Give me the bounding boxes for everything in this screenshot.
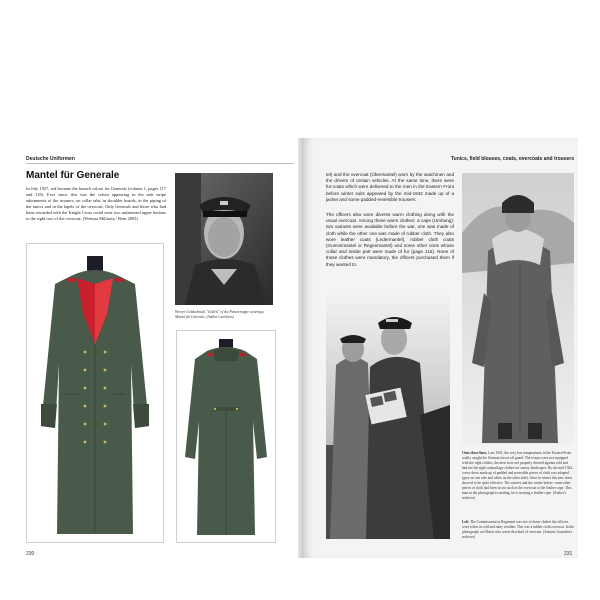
fur-coat-soldier-photo <box>462 173 574 445</box>
left-folio: 230 <box>26 551 35 557</box>
fur-coat-caption-text: Late 1941, the very low temperatures in the Eastern Front totally caught the German forces off guard. The troops were not equipped with the right clothes, the men were not properly dressed against cold and had not the right camouflage clothes for snowy landscapes. By the mid 1942, a new dress made up of padded and reversible pieces of cloth was adopted (grey on one side and white on the other side). Once in winter this new dress showed to be quite effective. The winters and the winter before, some other pieces of cloth had been in use such as the overcoat or the leather cape. This man in the photograph is smiling, he is wearing a leather cape. (Author's archives) <box>462 451 573 500</box>
fur-coat-caption-label: Onto these lines. <box>462 451 488 455</box>
right-column-paragraph-1: tel) and the overcoat (Übermantel) worn by the watchmen and the drivers of certain vehicles. At the same time, there were fur-coats which were delivered to the men in the Eastern Front before winter suits appeared by the mid-1942 made up of a jacket and some padded-reversible trousers. <box>326 172 454 202</box>
officers-caption <box>462 520 574 540</box>
left-running-head: Deutsche Uniformen <box>26 156 75 162</box>
section-title: Mantel für Generale <box>26 170 120 181</box>
fur-coat-soldier-image <box>462 173 574 445</box>
portrait-caption: Werner Goldschmidt, "Gollett" of the Panzertruppe wearing a Mantel für Generale. (Author's archives) <box>175 310 265 319</box>
general-portrait-image <box>175 173 273 305</box>
intro-paragraph: In July 1927, red became the branch colour for Generals (volume 1, pages 117 and 118). Ever since, this was the colour appearing in the side stripe adornments of the trousers, on collar tabs, in shoulder boards, in the piping of the tunics and in the lapels of the overcoat. Only Generals and those who had been rewarded with the Knight Cross could wear two unfastened upper buttons to the right row of the overcoat. (Weimar Militaria / Bern 2003) <box>26 186 166 221</box>
officers-caption-label: Left. <box>462 520 470 524</box>
overcoat-back-image <box>177 331 275 542</box>
right-folio: 231 <box>564 551 573 557</box>
general-portrait-photo <box>175 173 273 305</box>
officers-image <box>326 295 450 539</box>
right-running-head: Tunics, field blouses, coats, overcoats and trousers <box>451 156 574 162</box>
officers-caption-text: The Commissariat in Regiment was one of those clothes the officers wore when in cold and rainy weather. This was a rubber cloth overcoat. In the photograph, an Oberst who wears that kind of overcoat. (Antonio Gonzalez's archives) <box>462 520 574 539</box>
left-head-rule <box>26 163 294 164</box>
fur-coat-caption <box>462 451 574 501</box>
right-column-paragraph-2: The officers also wore diverse warm clothing along with the usual overcoat. Among these warm clothes: a cape (Umhang): two variants were available before the war, one was made of cloth while the other one was made of rubber cloth. They also wore leather coats (Ledermantel), rubber cloth coats (Gummimantel or Regenmantel) and some other ones whose collar and inside part were made of fur (page 115). None of these clothes were mandatory, the officers purchased them if they wanted to. <box>326 212 454 267</box>
overcoat-back-frame <box>176 330 276 543</box>
officers-photo <box>326 295 450 539</box>
overcoat-red-lapels-image <box>27 244 163 542</box>
overcoat-red-lapels-frame <box>26 243 164 543</box>
